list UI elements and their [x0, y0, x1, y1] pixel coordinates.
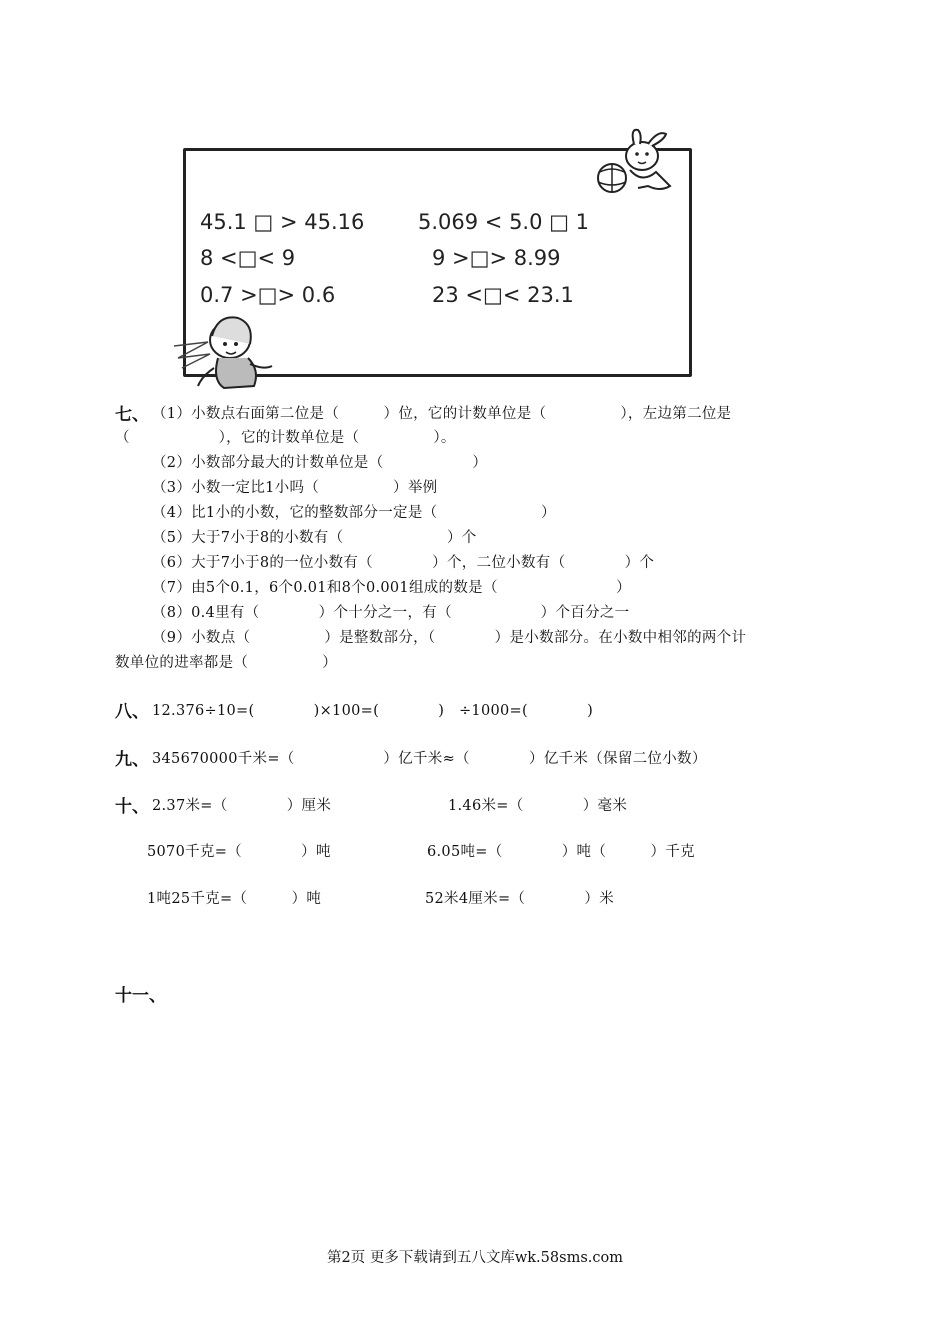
q7-line-2: （ ），它的计数单位是（ ）。	[115, 430, 456, 446]
q8-label: 八、	[115, 702, 149, 722]
q7-line-9: （8）0.4里有（ ）个十分之一，有（ ）个百分之一	[152, 605, 630, 621]
q7-line-6: （5）大于7小于8的小数有（ ）个	[152, 530, 477, 546]
q10-item: 5070千克=（ ）吨	[147, 844, 331, 860]
compare-item: 5.069 < 5.0 □ 1	[418, 210, 590, 234]
q10-item: 1吨25千克=（ ）吨	[147, 891, 322, 907]
rabbit-ball-illustration	[590, 126, 690, 196]
q7-line-1: （1）小数点右面第二位是（ ）位，它的计数单位是（ ），左边第二位是	[152, 406, 732, 422]
compare-item: 0.7 >□> 0.6	[200, 283, 336, 307]
page-footer: 第2页 更多下载请到五八文库wk.58sms.com	[327, 1250, 623, 1266]
q7-line-5: （4）比1小的小数，它的整数部分一定是（ ）	[152, 505, 556, 521]
q7-line-7: （6）大于7小于8的一位小数有（ ）个，二位小数有（ ）个	[152, 555, 655, 571]
q10-item: 2.37米=（ ）厘米	[152, 798, 332, 814]
q7-line-4: （3）小数一定比1小吗（ ）举例	[152, 480, 438, 496]
q7-line-8: （7）由5个0.1，6个0.01和8个0.001组成的数是（ ）	[152, 580, 631, 596]
compare-item: 9 >□> 8.99	[432, 246, 561, 270]
q8-text: 12.376÷10=( )×100=( ) ÷1000=( )	[152, 703, 594, 719]
q9-label: 九、	[115, 750, 149, 770]
q10-item: 52米4厘米=（ ）米	[425, 891, 615, 907]
q10-item: 1.46米=（ ）毫米	[448, 798, 628, 814]
q7-label: 七、	[115, 405, 149, 425]
q7-line-3: （2）小数部分最大的计数单位是（ ）	[152, 455, 488, 471]
girl-illustration	[168, 306, 278, 392]
compare-item: 8 <□< 9	[200, 246, 296, 270]
q7-line-10: （9）小数点（ ）是整数部分，（ ）是小数部分。在小数中相邻的两个计	[152, 630, 747, 646]
q7-line-11: 数单位的进率都是（ ）	[115, 655, 337, 671]
q10-item: 6.05吨=（ ）吨（ ）千克	[427, 844, 695, 860]
compare-item: 45.1 □ > 45.16	[200, 210, 365, 234]
q11-label: 十一、	[115, 986, 166, 1006]
q10-label: 十、	[115, 797, 149, 817]
compare-item: 23 <□< 23.1	[432, 283, 574, 307]
q9-text: 345670000千米=（ ）亿千米≈（ ）亿千米（保留二位小数）	[152, 751, 707, 767]
